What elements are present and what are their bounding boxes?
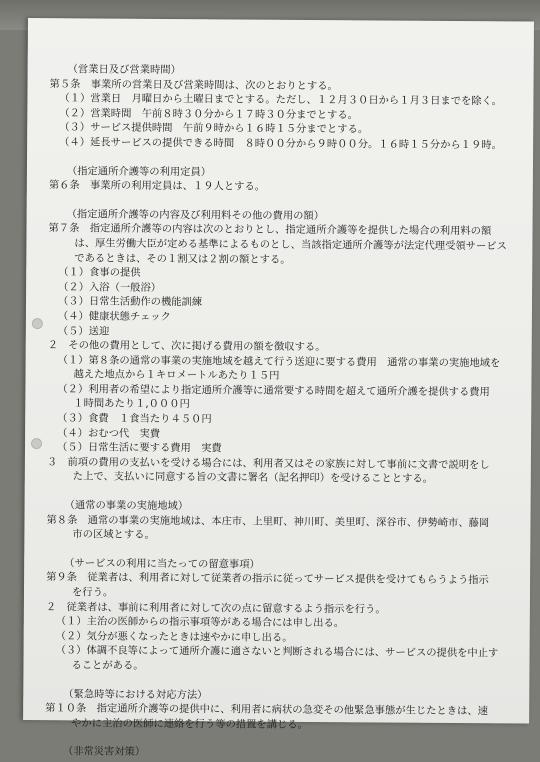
document-line: （１）食事の提供 [58, 266, 141, 279]
document-line: （４）健康状態チェック [57, 310, 171, 323]
article-heading: （サービスの利用に当たっての留意事項） [64, 557, 260, 571]
document-line: ３ 前項の費用の支払いを受ける場合には、利用者又はその家族に対して事前に文書で説明をし [46, 455, 490, 472]
document-line: （１）営業日 月曜日から土曜日までとする。ただし、１２月３０日から１月３日までを除く。 [59, 92, 503, 108]
document-line: （４）延長サービスの提供できる時間 ８時００分から９時００分。１６時１５分から１９時。 [59, 136, 502, 152]
document-line: は、厚生労働大臣が定める基準によるものとし、当該指定通所介護等が法定代理受領サービス [74, 237, 507, 253]
document-line: 第６条 事業所の利用定員は、１９人とする。 [48, 179, 266, 193]
document-line: 第１０条 指定通所介護等の提供中に、利用者に病状の急変その他緊急事態が生じたときは、速 [45, 702, 488, 718]
document-line: ２ 従業者は、事前に利用者に対して次の点に留意するよう指示を行う。 [45, 600, 386, 616]
punch-hole [32, 318, 43, 329]
article-section [45, 556, 516, 676]
document-line: 第７条 指定通所介護等の内容は次のとおりとし、指定通所介護等を提供した場合の利用料の額 [48, 222, 492, 238]
article-heading: （緊急時等における対応方法） [63, 687, 208, 701]
document-line: １時間あたり１,０００円 [73, 397, 190, 411]
document-line: 第９条 従業者は、利用者に対して従業者の指示に従ってサービス提供を受けてもらうよう指示 [46, 571, 489, 587]
document-line: 第５条 事業所の営業日及び営業時間は、次のとおりとする。 [49, 77, 338, 92]
document-line: 第８条 通常の事業の実施地域は、本庄市、上里町、神川町、美里町、深谷市、伊勢崎市、藤岡 [46, 513, 490, 529]
article-section [47, 207, 519, 488]
document-line: （４）おむつ代 実費 [57, 426, 161, 440]
document-line: ２ その他の費用として、次に掲げる費用の額を徴収する。 [47, 339, 326, 354]
document-line: （５）日常生活に要する費用 実費 [56, 441, 222, 455]
document-line: （５）送迎 [57, 324, 110, 338]
document-line: やかに主治の医師に連絡を行う等の措置を講じる。 [71, 717, 308, 731]
document-line: （１）主治の医師からの指示事項等がある場合には申し出る。 [55, 615, 345, 630]
document-line: （２）利用者の希望により指定通所介護等に通常要する時間を超えて通所介護を提供する費用 [57, 383, 490, 399]
article-heading: （指定通所介護等の内容及び利用料その他の費用の額） [66, 208, 325, 222]
article-section [46, 498, 516, 545]
article-section [45, 687, 515, 734]
document-line: を行う。 [71, 586, 114, 599]
document-line: た上で、支払いに同意する旨の文書に署名（記名押印）を受けることとする。 [72, 470, 434, 486]
article-section [49, 164, 519, 196]
document-line: であるときは、その１割又は２割の額とする。 [74, 251, 291, 266]
document-line: 市の区域とする。 [72, 528, 155, 542]
article-heading: （通常の事業の実施地域） [64, 499, 189, 513]
article-section [49, 62, 520, 153]
document-line: ることがある。 [71, 659, 144, 672]
document-line: （１）第８条の通常の事業の実施地域を越えて行う送迎に要する費用 通常の事業の実施地域を [57, 353, 501, 369]
article-section [45, 744, 515, 762]
document-line: （３）体調不良等によって通所介護に適さないと判断される場合には、サービスの提供を中止す [55, 644, 499, 660]
article-heading: （指定通所介護等の利用定員） [66, 164, 212, 178]
article-heading: （営業日及び営業時間） [67, 63, 181, 77]
article-heading: （非常災害対策） [62, 745, 146, 759]
document-line: （３）サービス提供時間 午前９時から１６時１５分までとする。 [59, 121, 369, 136]
document-line: （３）日常生活動作の機能訓練 [57, 295, 203, 309]
document-page [23, 18, 534, 759]
punch-hole [31, 438, 42, 449]
document-line: （２）営業時間 午前８時３０分から１７時３０分までとする。 [59, 107, 358, 122]
document-line: 越えた地点から１キロメートルあたり１５円 [73, 368, 280, 383]
document-line: （２）気分が悪くなったときは速やかに申し出る。 [55, 629, 293, 644]
document-line: （３）食費 １食当たり４５０円 [57, 412, 212, 426]
document-line: （２）入浴（一般浴） [58, 280, 162, 294]
document-body [45, 62, 520, 762]
